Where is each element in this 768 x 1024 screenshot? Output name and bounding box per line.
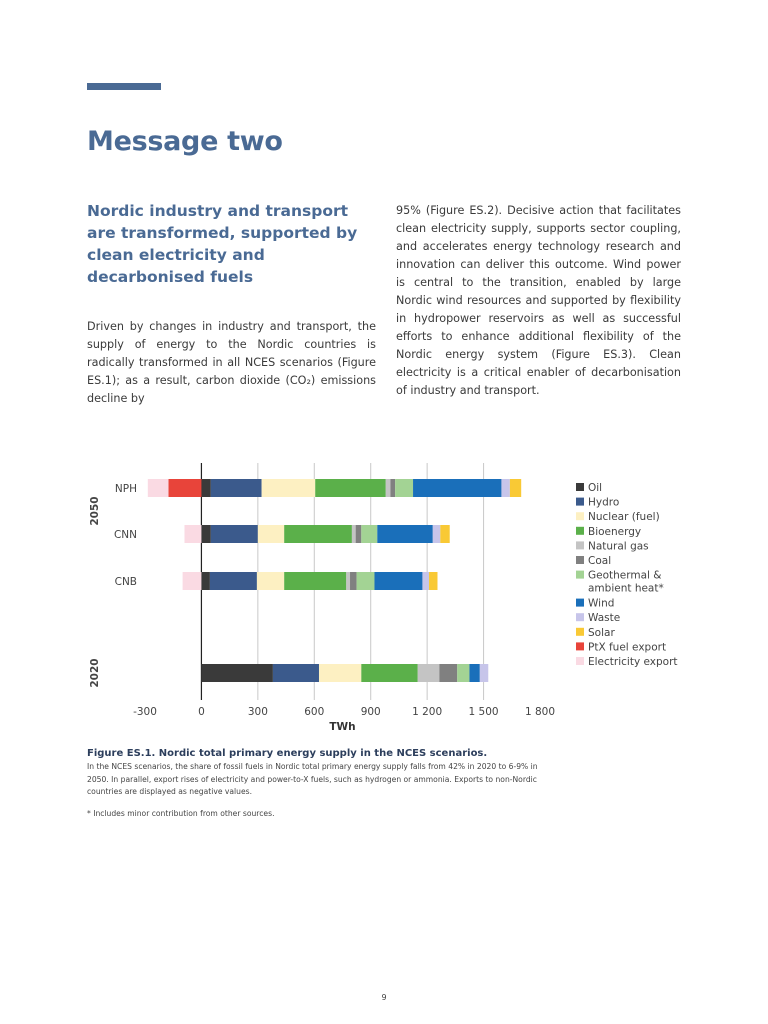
bar-segment-solar: [429, 572, 437, 590]
legend-label-electricity-export: Electricity export: [588, 656, 678, 668]
legend-label-wind: Wind: [588, 597, 615, 610]
category-label: CNB: [114, 576, 137, 588]
bar-segment-bioenergy: [315, 479, 386, 497]
bar-segment-wind: [374, 572, 422, 590]
bar-segment-geothermal-ambient-heat: [457, 664, 469, 682]
bar-segment-natural-gas: [386, 479, 391, 497]
bar-segment-geothermal-ambient-heat: [361, 525, 377, 543]
bar-segment-electricity-export: [148, 479, 169, 497]
bar-segment-coal: [390, 479, 395, 497]
group-label: 2020: [89, 658, 101, 688]
legend-label-hydro: Hydro: [588, 496, 620, 509]
legend-label-waste: Waste: [588, 612, 621, 625]
bar-segment-hydro: [210, 572, 257, 590]
bar-segment-wind: [413, 479, 501, 497]
bar-segment-bioenergy: [361, 664, 417, 682]
legend-swatch: [576, 483, 584, 491]
bar-segment-waste: [433, 525, 441, 543]
page-number: 9: [381, 993, 387, 1002]
legend-swatch: [576, 527, 584, 535]
section-subheading: Nordic industry and transport are transformed, supported by clean electricity and decarbonised fuels: [87, 202, 358, 286]
bar-segment-nuclear-fuel: [257, 572, 284, 590]
bar-segment-nuclear-fuel: [258, 525, 284, 543]
legend-swatch: [576, 571, 584, 579]
bar-segment-hydro: [211, 525, 258, 543]
bar-segment-natural-gas: [352, 525, 356, 543]
legend-label-bioenergy: Bioenergy: [588, 525, 642, 538]
figure-footnote: * Includes minor contribution from other sources.: [87, 808, 275, 818]
body-paragraph-right: 95% (Figure ES.2). Decisive action that facilitates clean electricity supply, supports sector coupling, and accelerates energy technology research and innovation can deliver this outcome. Wind power is central to the transition, enabled by large Nordic wind resources and supported by flexibility in hydropower reservoirs as well as successful efforts to enhance additional flexibility of the Nordic energy system (Figure ES.3). Clean electricity is a critical enabler of decarbonisation of industry and transport.: [396, 204, 681, 397]
bar-segment-ptx-fuel-export: [169, 479, 202, 497]
legend-swatch: [576, 556, 584, 564]
bar-segment-coal: [356, 525, 362, 543]
category-label: CNN: [113, 529, 137, 541]
legend-label-solar: Solar: [588, 626, 615, 639]
body-paragraph-left: Driven by changes in industry and transport, the supply of energy to the Nordic countries is radically transformed in all NCES scenarios (Figure ES.1); as a result, carbon dioxide (CO₂) emissions decline by: [87, 320, 376, 405]
bar-segment-geothermal-ambient-heat: [357, 572, 375, 590]
energy-supply-chart: [0, 450, 768, 740]
x-tick-label: -300: [133, 706, 157, 718]
category-label: NPH: [114, 483, 137, 495]
bar-segment-solar: [510, 479, 521, 497]
page-title: Message two: [87, 126, 283, 157]
x-axis-title: TWh: [329, 721, 356, 733]
bar-segment-nuclear-fuel: [262, 479, 316, 497]
figure-caption-title: Figure ES.1. Nordic total primary energy supply in the NCES scenarios.: [87, 748, 488, 759]
bar-segment-hydro: [273, 664, 319, 682]
group-label: 2050: [89, 496, 101, 526]
legend-label-coal: Coal: [588, 555, 612, 567]
bar-segment-oil: [201, 572, 209, 590]
legend-label-geothermal-ambient-heat: Geothermal & ambient heat*: [588, 569, 664, 595]
x-tick-label: 1 200: [412, 706, 443, 718]
x-tick-label: 0: [198, 706, 205, 718]
bar-segment-hydro: [211, 479, 262, 497]
bar-segment-electricity-export: [183, 572, 202, 590]
x-tick-label: 1 800: [524, 706, 556, 718]
bar-segment-bioenergy: [284, 572, 346, 590]
legend-swatch: [576, 512, 584, 520]
legend-label-natural-gas: Natural gas: [588, 540, 649, 553]
bar-segment-electricity-export: [185, 525, 202, 543]
legend-swatch: [576, 642, 584, 650]
bar-segment-natural-gas: [346, 572, 350, 590]
bar-segment-waste: [422, 572, 429, 590]
legend-swatch: [576, 657, 584, 665]
bar-segment-bioenergy: [284, 525, 352, 543]
figure-caption: [87, 748, 547, 818]
legend-swatch: [576, 498, 584, 506]
bar-segment-coal: [350, 572, 357, 590]
legend-swatch: [576, 541, 584, 549]
legend-swatch: [576, 599, 584, 607]
bar-segment-nuclear-fuel: [319, 664, 361, 682]
bar-segment-oil: [201, 479, 210, 497]
bar-segment-natural-gas: [418, 664, 440, 682]
accent-bar: [87, 83, 161, 90]
legend-label-nuclear-fuel: Nuclear (fuel): [588, 511, 660, 524]
bar-segment-wind: [377, 525, 432, 543]
bar-segment-oil: [201, 664, 272, 682]
bar-segment-coal: [439, 664, 457, 682]
legend-label-ptx-fuel-export: PtX fuel export: [588, 641, 667, 654]
legend-swatch: [576, 613, 584, 621]
bar-segment-geothermal-ambient-heat: [395, 479, 413, 497]
x-tick-label: 600: [304, 706, 325, 718]
x-tick-label: 1 500: [468, 706, 499, 718]
bar-segment-waste: [501, 479, 509, 497]
bar-segment-oil: [201, 525, 210, 543]
bar-segment-solar: [440, 525, 449, 543]
legend-label-oil: Oil: [588, 482, 603, 494]
figure-caption-text: In the NCES scenarios, the share of fossil fuels in Nordic total primary energy supply falls from 42% in 2020 to 6-9% in 2050. In parallel, export rises of electricity and power-to-X fuels, such as hydrogen or ammonia. Exports to non-Nordic countries are displayed as negative values.: [87, 762, 538, 796]
bar-segment-waste: [480, 664, 488, 682]
x-tick-label: 300: [247, 706, 268, 718]
legend-swatch: [576, 628, 584, 636]
x-tick-label: 900: [360, 706, 381, 718]
bar-segment-wind: [469, 664, 479, 682]
